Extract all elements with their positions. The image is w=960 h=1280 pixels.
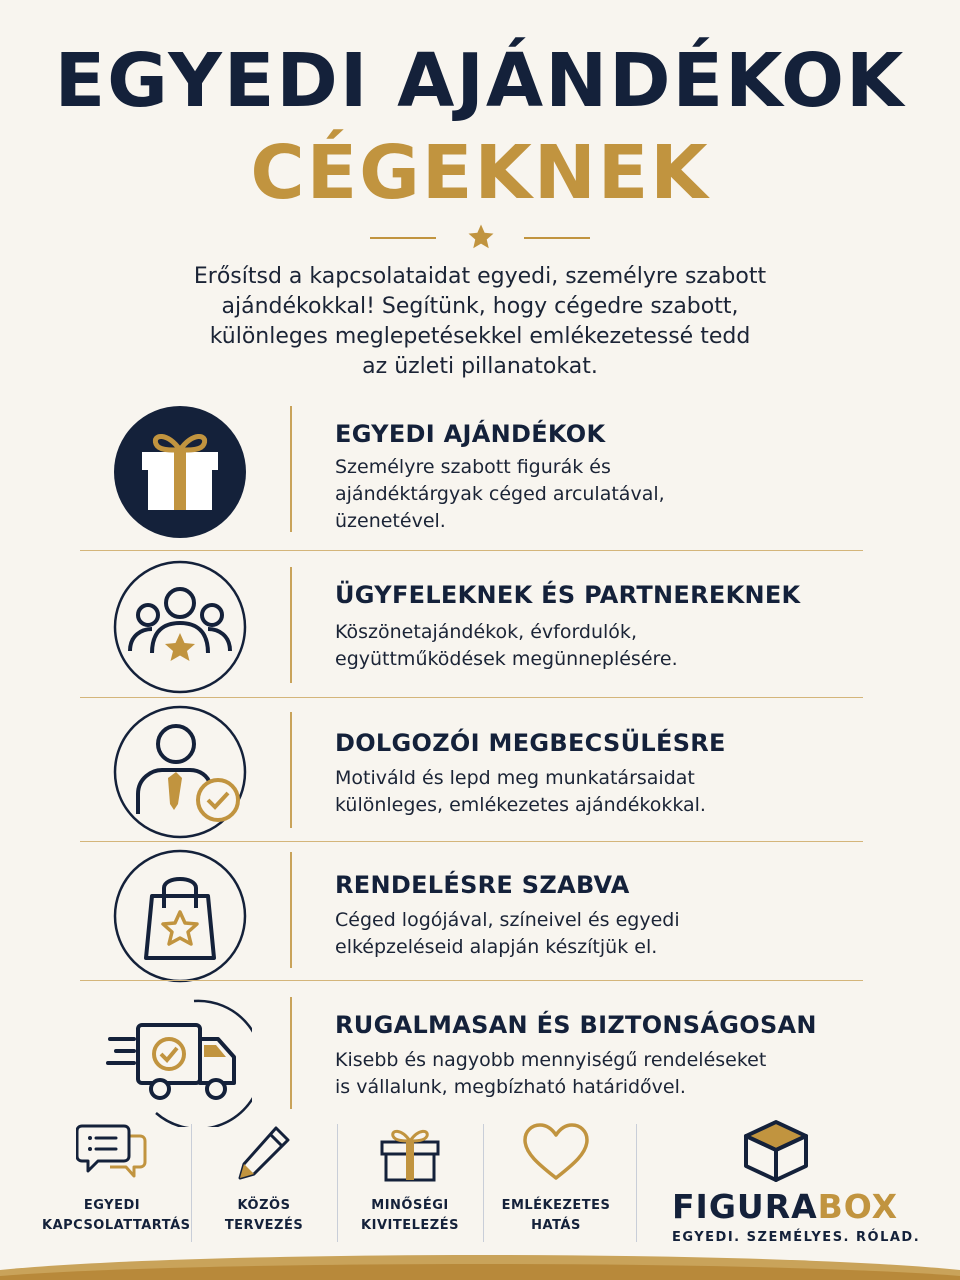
feature-description-line: Motiváld és lepd meg munkatársaidat bbox=[335, 767, 695, 789]
feature-description-line: is vállalunk, megbízható határidővel. bbox=[335, 1076, 686, 1098]
feature-title: RENDELÉSRE SZABVA bbox=[335, 871, 630, 899]
chat-bubbles-icon bbox=[76, 1122, 148, 1184]
brand-name-part2: BOX bbox=[817, 1187, 899, 1226]
brand-name-part1: FIGURA bbox=[672, 1187, 818, 1226]
heart-icon bbox=[521, 1122, 591, 1184]
feature-title: EGYEDI AJÁNDÉKOK bbox=[335, 420, 606, 448]
feature-divider bbox=[290, 712, 292, 828]
benefit-label-line: TERVEZÉS bbox=[224, 1218, 304, 1233]
divider-line-right bbox=[524, 237, 590, 239]
feature-item bbox=[80, 551, 863, 697]
people-star-icon bbox=[112, 559, 248, 695]
intro-line: ajándékokkal! Segítünk, hogy cégedre szabott, bbox=[221, 294, 739, 319]
feature-divider bbox=[290, 567, 292, 683]
intro-text bbox=[170, 262, 790, 382]
gift-box-icon bbox=[377, 1122, 443, 1184]
star-icon bbox=[466, 222, 496, 252]
feature-description-line: Köszönetajándékok, évfordulók, bbox=[335, 621, 637, 643]
benefit-label-line: EMLÉKEZETES bbox=[501, 1198, 611, 1213]
feature-description-line: elképzeléseid alapján készítjük el. bbox=[335, 936, 658, 958]
benefit-label-line: KIVITELEZÉS bbox=[361, 1218, 459, 1233]
benefit-label-line: HATÁS bbox=[531, 1218, 581, 1233]
benefit-item bbox=[42, 1112, 191, 1236]
delivery-truck-icon bbox=[106, 991, 252, 1127]
feature-title: RUGALMASAN ÉS BIZTONSÁGOSAN bbox=[335, 1011, 817, 1039]
feature-description-line: Személyre szabott figurák és bbox=[335, 456, 611, 478]
benefit-label-line: KÖZÖS bbox=[237, 1198, 291, 1213]
feature-description-line: különleges, emlékezetes ajándékokkal. bbox=[335, 794, 706, 816]
employee-check-icon bbox=[112, 704, 248, 840]
shopping-bag-star-icon bbox=[112, 848, 248, 984]
feature-description bbox=[335, 907, 855, 961]
benefit-item bbox=[194, 1112, 334, 1236]
feature-item bbox=[80, 698, 863, 841]
benefit-item bbox=[486, 1112, 626, 1236]
feature-description bbox=[335, 765, 855, 819]
feature-description-line: Céged logójával, színeivel és egyedi bbox=[335, 909, 680, 931]
feature-description bbox=[335, 454, 855, 535]
benefit-label-line: EGYEDI bbox=[83, 1198, 141, 1213]
feature-title: DOLGOZÓI MEGBECSÜLÉSRE bbox=[335, 729, 726, 757]
feature-divider bbox=[290, 852, 292, 968]
feature-item bbox=[80, 402, 863, 550]
intro-line: különleges meglepetésekkel emlékezetessé tedd bbox=[209, 324, 751, 349]
brand-tagline: EGYEDI. SZEMÉLYES. RÓLAD. bbox=[672, 1230, 921, 1245]
feature-item bbox=[80, 842, 863, 980]
feature-description-line: együttműködések megünneplésére. bbox=[335, 648, 678, 670]
divider-line-left bbox=[370, 237, 436, 239]
benefit-label-line: KAPCSOLATTARTÁS bbox=[42, 1218, 191, 1233]
gift-icon bbox=[112, 404, 248, 540]
title-line-1: EGYEDI AJÁNDÉKOK bbox=[54, 38, 906, 124]
title-divider bbox=[370, 222, 590, 252]
feature-description bbox=[335, 1047, 855, 1101]
title-line-2: CÉGEKNEK bbox=[250, 130, 710, 216]
benefit-label-line: MINŐSÉGI bbox=[371, 1198, 449, 1213]
pencil-icon bbox=[232, 1122, 296, 1184]
feature-title: ÜGYFELEKNEK ÉS PARTNEREKNEK bbox=[335, 581, 801, 609]
feature-item bbox=[80, 981, 863, 1111]
intro-line: az üzleti pillanatokat. bbox=[362, 354, 598, 379]
intro-line: Erősítsd a kapcsolataidat egyedi, személyre szabott bbox=[193, 264, 767, 289]
feature-description-line: ajándéktárgyak céged arculatával, bbox=[335, 483, 665, 505]
feature-divider bbox=[290, 406, 292, 532]
feature-description-line: üzenetével. bbox=[335, 510, 446, 532]
feature-description-line: Kisebb és nagyobb mennyiségű rendeléseket bbox=[335, 1049, 767, 1071]
bottom-wave-decoration bbox=[0, 1220, 960, 1280]
box-logo-icon bbox=[740, 1118, 812, 1184]
feature-divider bbox=[290, 997, 292, 1109]
benefit-item bbox=[340, 1112, 480, 1236]
feature-description bbox=[335, 619, 855, 673]
